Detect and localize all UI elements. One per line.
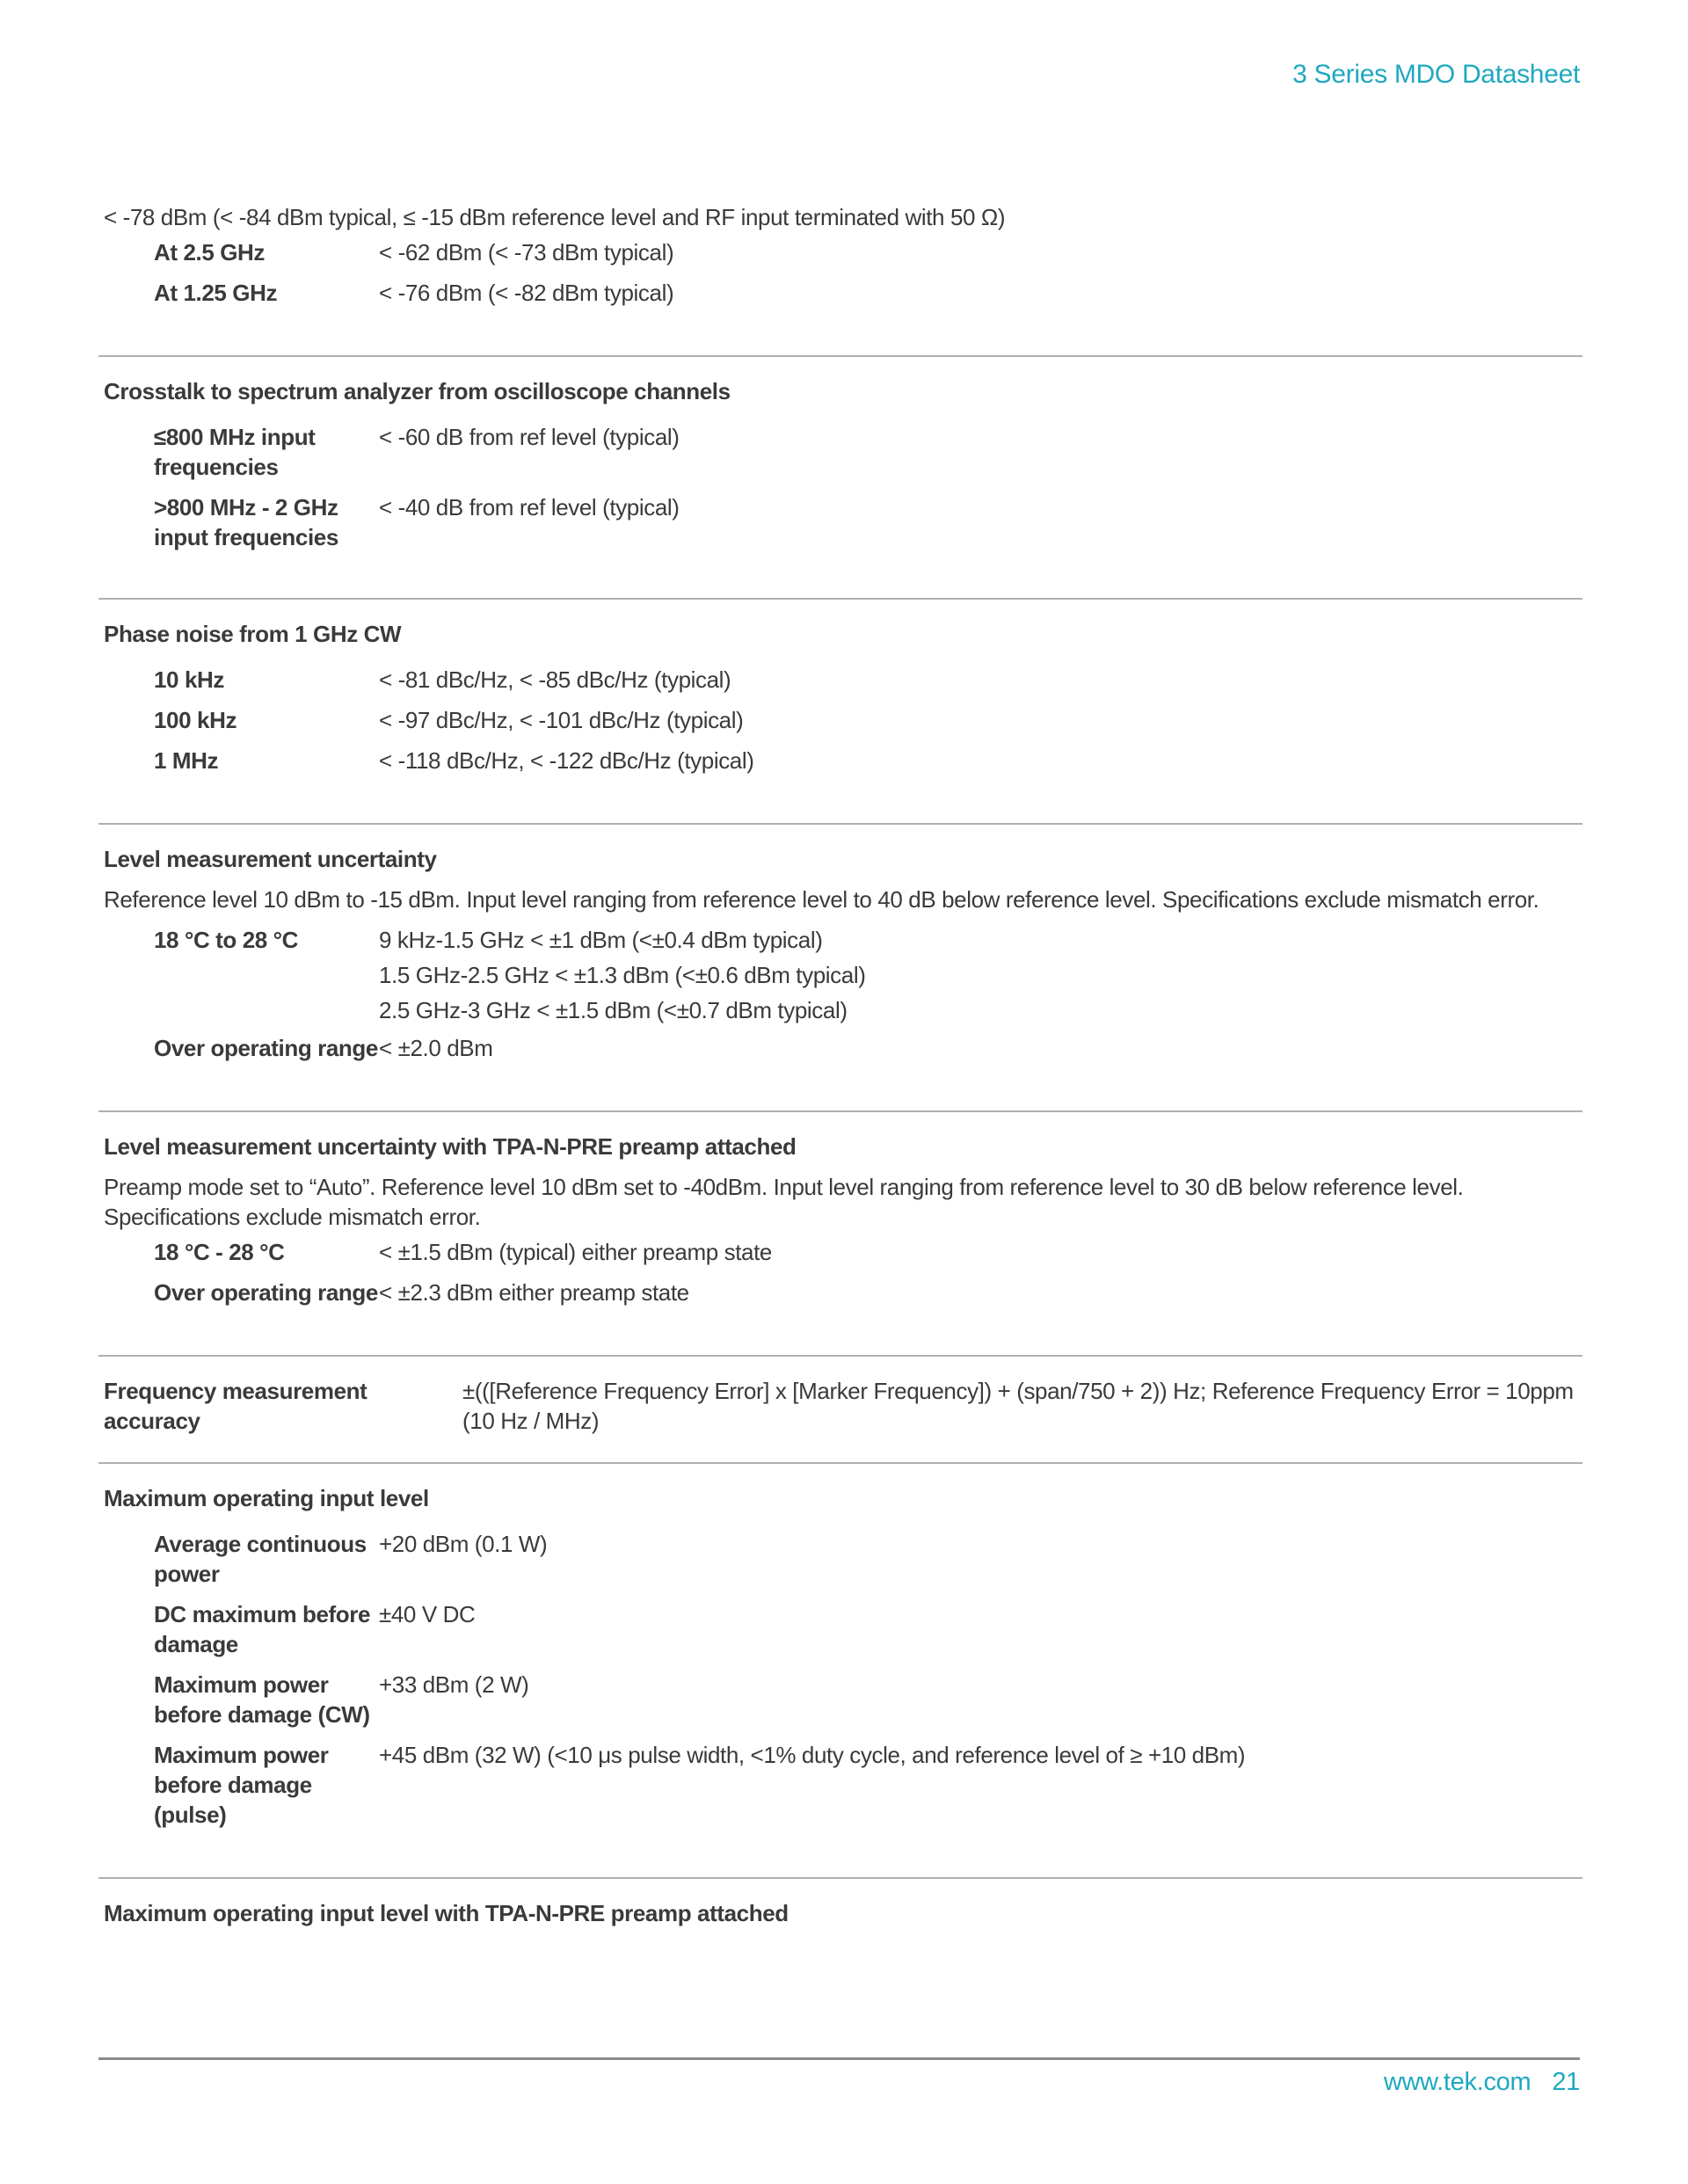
spec-row <box>104 1278 1582 1307</box>
spec-label: Over operating range <box>154 1279 378 1306</box>
section-divider <box>98 1355 1582 1357</box>
spec-label: Maximum power before damage (CW) <box>154 1671 370 1728</box>
spec-value: < -40 dB from ref level (typical) <box>379 494 680 521</box>
spec-row <box>104 1529 1582 1589</box>
spec-value: < -60 dB from ref level (typical) <box>379 424 680 450</box>
spec-label: >800 MHz - 2 GHz input frequencies <box>154 494 338 550</box>
spec-value: 9 kHz-1.5 GHz < ±1 dBm (<±0.4 dBm typical) 1.5 GHz-2.5 GHz < ±1.3 dBm (<±0.6 dBm typical) 2.5 GHz-3 GHz < ±1.5 dBm (<±0.7 dBm typical) <box>379 927 866 1023</box>
spec-row <box>104 1670 1582 1729</box>
spec-value: +45 dBm (32 W) (<10 μs pulse width, <1% duty cycle, and reference level of ≥ +10 dBm) <box>379 1742 1246 1768</box>
section-divider <box>98 1877 1582 1879</box>
section-title: Level measurement uncertainty with TPA-N-PRE preamp attached <box>104 1133 797 1160</box>
spec-row <box>104 1237 1582 1267</box>
spec-row <box>104 1599 1582 1659</box>
spec-row <box>104 237 1582 267</box>
spec-value: < ±1.5 dBm (typical) either preamp state <box>379 1239 772 1265</box>
spec-label: 100 kHz <box>154 707 237 733</box>
section-title: Crosstalk to spectrum analyzer from oscilloscope channels <box>104 378 731 404</box>
section-title: Phase noise from 1 GHz CW <box>104 621 402 647</box>
spec-row <box>104 705 1582 735</box>
page-number: 21 <box>1552 2068 1580 2096</box>
spec-row <box>104 278 1582 308</box>
spec-content <box>104 202 1582 1928</box>
spec-label: 18 °C - 28 °C <box>154 1239 285 1265</box>
spec-value: < -97 dBc/Hz, < -101 dBc/Hz (typical) <box>379 707 744 733</box>
section-description: Reference level 10 dBm to -15 dBm. Input level ranging from reference level to 40 dB below reference level. Specifications exclude mismatch error. <box>104 886 1539 913</box>
spec-row <box>104 1740 1582 1830</box>
spec-label: Maximum power before damage (pulse) <box>154 1742 329 1828</box>
document-title: 3 Series MDO Datasheet <box>1292 60 1580 89</box>
section-divider <box>98 1110 1582 1112</box>
spec-value: ±(([Reference Frequency Error] x [Marker Frequency]) + (span/750 + 2)) Hz; Reference Frequency Error = 10ppm (10 Hz / MHz) <box>462 1378 1574 1434</box>
spec-label: Average continuous power <box>154 1531 367 1587</box>
spec-value: < ±2.0 dBm <box>379 1035 493 1061</box>
spec-row <box>104 925 1582 1028</box>
section-divider <box>98 1462 1582 1464</box>
spec-value: < -118 dBc/Hz, < -122 dBc/Hz (typical) <box>379 747 754 774</box>
spec-label: Over operating range <box>154 1035 378 1061</box>
spec-row <box>104 422 1582 482</box>
spec-value: < ±2.3 dBm either preamp state <box>379 1279 689 1306</box>
spec-label: 10 kHz <box>154 666 224 693</box>
spec-value: +20 dBm (0.1 W) <box>379 1531 548 1557</box>
intro-text: < -78 dBm (< -84 dBm typical, ≤ -15 dBm reference level and RF input terminated with 50 Ω) <box>104 204 1006 230</box>
spec-value: < -81 dBc/Hz, < -85 dBc/Hz (typical) <box>379 666 731 693</box>
section-title: Level measurement uncertainty <box>104 846 437 872</box>
footer-site-link[interactable]: www.tek.com <box>1383 2068 1532 2096</box>
spec-label: DC maximum before damage <box>154 1601 371 1657</box>
spec-row <box>104 665 1582 695</box>
section-title: Maximum operating input level <box>104 1485 429 1511</box>
spec-row <box>104 746 1582 775</box>
section-description: Preamp mode set to “Auto”. Reference level 10 dBm set to -40dBm. Input level ranging from reference level to 30 dB below reference level. Specifications exclude mismatch error. <box>104 1174 1464 1230</box>
footer-divider <box>98 2057 1580 2060</box>
section-divider <box>98 598 1582 600</box>
section-divider <box>98 355 1582 357</box>
spec-row <box>104 1376 1582 1436</box>
spec-value: < -62 dBm (< -73 dBm typical) <box>379 239 674 266</box>
spec-label: ≤800 MHz input frequencies <box>154 424 316 480</box>
spec-value: < -76 dBm (< -82 dBm typical) <box>379 280 674 306</box>
spec-value: ±40 V DC <box>379 1601 476 1627</box>
spec-row <box>104 1033 1582 1063</box>
section-divider <box>98 823 1582 825</box>
spec-value: +33 dBm (2 W) <box>379 1671 529 1698</box>
spec-label: Frequency measurement accuracy <box>104 1378 367 1434</box>
spec-label: 1 MHz <box>154 747 219 774</box>
spec-row <box>104 492 1582 552</box>
spec-label: At 1.25 GHz <box>154 280 278 306</box>
section-title: Maximum operating input level with TPA-N-PRE preamp attached <box>104 1900 789 1926</box>
spec-label: At 2.5 GHz <box>154 239 266 266</box>
page-footer <box>1384 2068 1580 2097</box>
spec-label: 18 °C to 28 °C <box>154 927 299 953</box>
